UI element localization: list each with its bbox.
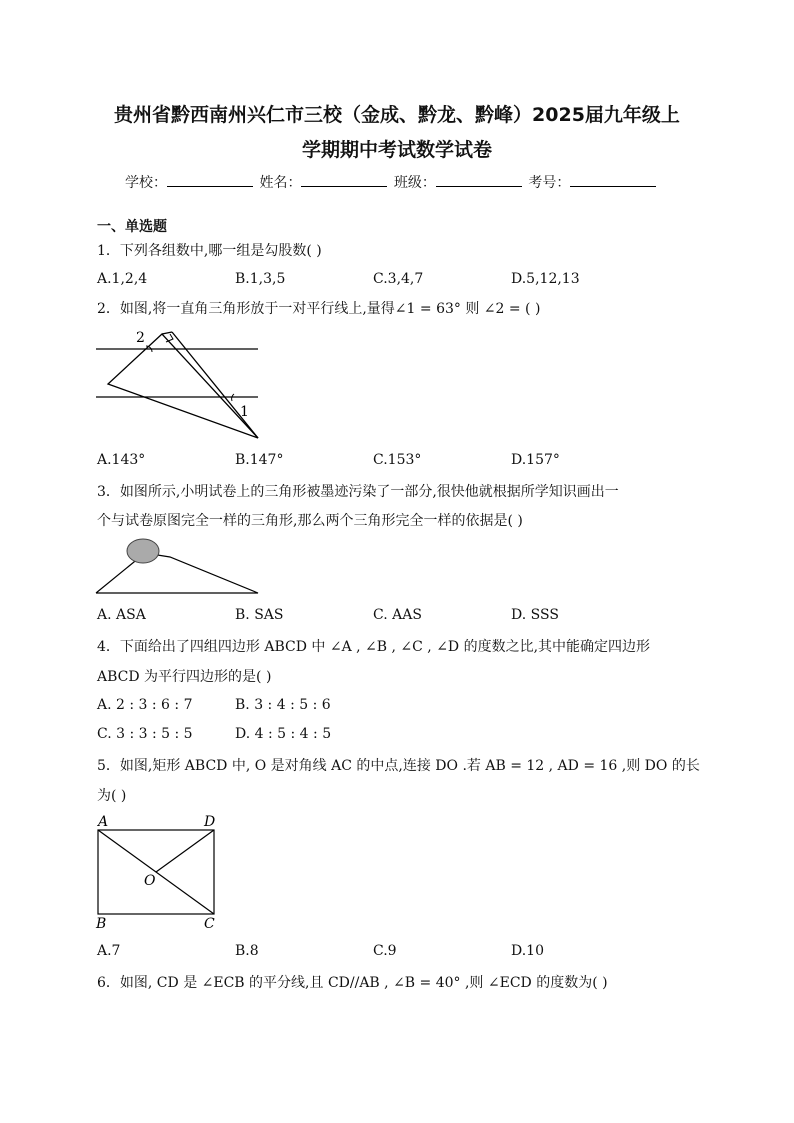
q2-stem: 2．如图,将一直角三角形放于一对平行线上,量得∠1 = 63° 则 ∠2 = ( ): [97, 301, 541, 317]
q3-triangle: [96, 553, 258, 593]
q4-stem-line1: 4．下面给出了四组四边形 ABCD 中 ∠A , ∠B , ∠C , ∠D 的度数之比,其中能确定四边形: [97, 639, 651, 655]
q3-option-b: B. SAS: [235, 607, 284, 623]
id-label: 考号：: [528, 175, 571, 191]
id-blank[interactable]: [570, 174, 656, 187]
q2-option-a: A.143°: [97, 452, 146, 468]
q1-option-a: A.1,2,4: [97, 271, 148, 287]
q3-stem-line1: 3．如图所示,小明试卷上的三角形被墨迹污染了一部分,很快他就根据所学知识画出一: [97, 484, 619, 500]
q5-stem-line1: 5．如图,矩形 ABCD 中, O 是对角线 AC 的中点,连接 DO .若 AB = 12 , AD = 16 ,则 DO 的长: [97, 758, 700, 774]
q3-figure: [90, 535, 270, 599]
q1-option-b: B.1,3,5: [235, 271, 286, 287]
q1-option-c: C.3,4,7: [373, 271, 424, 287]
section-heading: 一、单选题: [97, 219, 167, 235]
q5-segment-do: [156, 830, 214, 872]
q2-figure: [90, 322, 270, 444]
document-title-line2: 学期期中考试数学试卷: [301, 139, 492, 161]
q3-stem-line2: 个与试卷原图完全一样的三角形,那么两个三角形完全一样的依据是( ): [97, 513, 523, 529]
q2-label-1: 1: [240, 404, 249, 420]
q4-option-d: D. 4 : 5 : 4 : 5: [235, 726, 332, 742]
q3-option-c: C. AAS: [373, 607, 422, 623]
q3-ink-blot: [127, 539, 159, 563]
q4-stem-line2: ABCD 为平行四边形的是( ): [97, 669, 272, 685]
q2-label-2: 2: [136, 330, 145, 346]
school-blank[interactable]: [167, 174, 253, 187]
q5-label-d: D: [204, 814, 216, 830]
q4-option-b: B. 3 : 4 : 5 : 6: [235, 697, 331, 713]
name-blank[interactable]: [301, 174, 387, 187]
class-label: 班级：: [393, 175, 436, 191]
q5-option-d: D.10: [511, 943, 544, 959]
q5-label-c: C: [204, 916, 215, 932]
q3-option-a: A. ASA: [97, 607, 146, 623]
q2-option-d: D.157°: [511, 452, 560, 468]
q5-figure: [90, 812, 230, 934]
q5-option-b: B.8: [235, 943, 259, 959]
name-label: 姓名：: [259, 175, 302, 191]
q5-label-a: A: [98, 814, 109, 830]
document-title-line1: 贵州省黔西南州兴仁市三校（金成、黔龙、黔峰）2025届九年级上: [114, 104, 680, 126]
q4-option-a: A. 2 : 3 : 6 : 7: [97, 697, 193, 713]
q2-triangle-edge: [162, 332, 172, 334]
q6-stem: 6．如图, CD 是 ∠ECB 的平分线,且 CD//AB , ∠B = 40° ,则 ∠ECD 的度数为( ): [97, 975, 608, 991]
class-blank[interactable]: [436, 174, 522, 187]
q5-option-a: A.7: [97, 943, 121, 959]
q2-option-b: B.147°: [235, 452, 284, 468]
q5-label-b: B: [96, 916, 107, 932]
q2-option-c: C.153°: [373, 452, 422, 468]
q3-option-d: D. SSS: [511, 607, 559, 623]
q5-label-o: O: [144, 873, 156, 889]
q5-option-c: C.9: [373, 943, 397, 959]
q2-right-angle-mark: [166, 334, 173, 342]
q5-stem-line2: 为( ): [97, 788, 127, 804]
q4-option-c: C. 3 : 3 : 5 : 5: [97, 726, 193, 742]
q1-stem: 1．下列各组数中,哪一组是勾股数( ): [97, 243, 322, 259]
q2-triangle: [108, 334, 258, 438]
q1-option-d: D.5,12,13: [511, 271, 580, 287]
info-row: [125, 172, 658, 192]
school-label: 学校：: [125, 175, 167, 191]
